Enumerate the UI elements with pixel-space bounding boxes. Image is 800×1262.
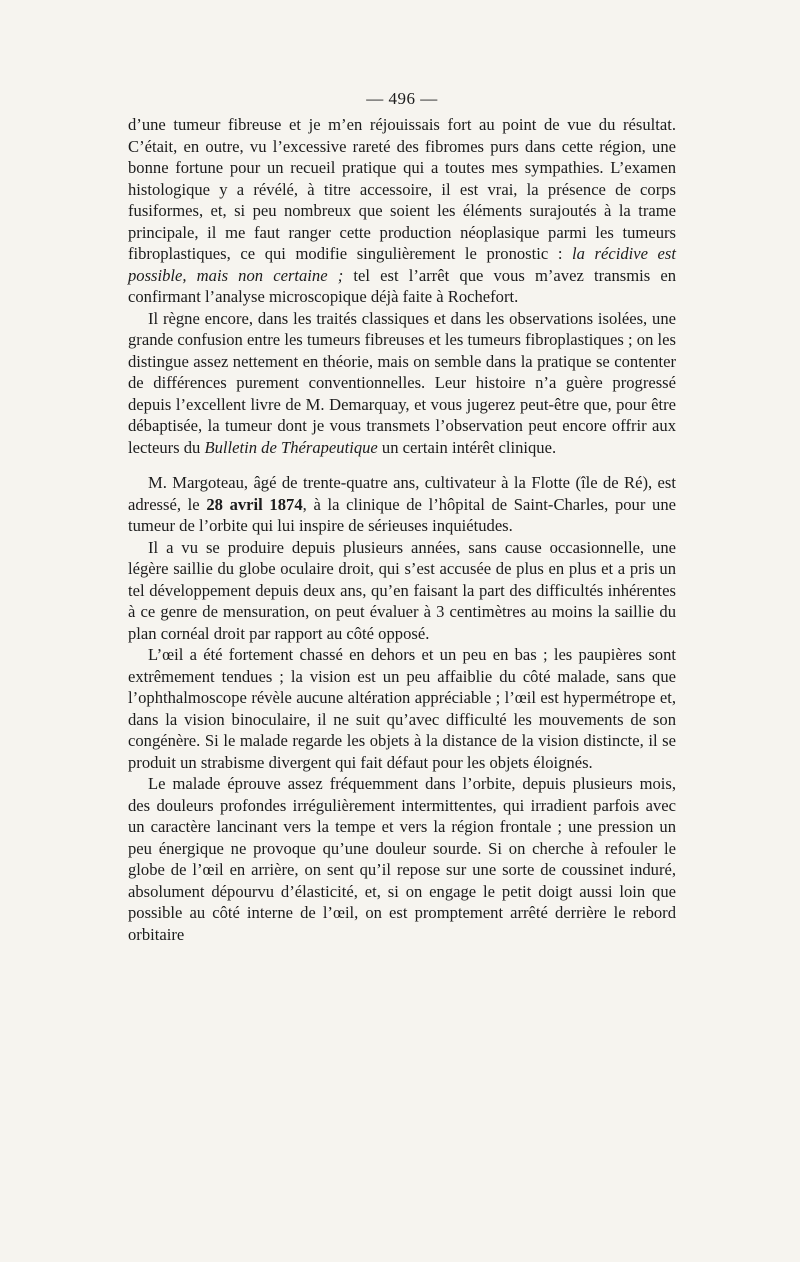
paragraph-2-text-b: un certain intérêt clinique. — [377, 437, 557, 457]
paragraph-1-text-b: tel est l’arrêt que vous m’avez transmis en confirmant l’analyse microscopique déjà faite à Rochefort. — [128, 265, 676, 306]
paragraph-3-text-b: , à la clinique de l’hôpital de Saint-Charles, pour une tumeur de l’orbite qui lui inspire de sérieuses inquiétudes. — [128, 494, 676, 535]
paragraph-1 — [128, 114, 676, 308]
book-page — [128, 88, 676, 945]
paragraph-2-text-a: Il règne encore, dans les traités classiques et dans les observations isolées, une grande confusion entre les tumeurs fibreuses et les tumeurs fibroplastiques ; on les distingue assez nettement en théorie, mais on semble dans la pratique se contenter de différences purement conventionnelles. Leur histoire n’a guère progressé depuis l’excellent livre de M. Demarquay, et vous jugerez peut-être que, pour être débaptisée, la tumeur dont je vous transmets l’observation peut encore offrir aux lecteurs du — [128, 308, 676, 457]
paragraph-5: L’œil a été fortement chassé en dehors et un peu en bas ; les paupières sont extrêmement tendues ; la vision est un peu affaiblie du côté malade, sans que l’ophthalmoscope révèle aucune altération appréciable ; l’œil est hypermétrope et, dans la vision binoculaire, il ne suit qu’avec difficulté les mouvements de son congénère. Si le malade regarde les objets à la distance de la vision distincte, il se produit un strabisme divergent qui fait défaut pour les objets éloignés. — [128, 645, 676, 772]
paragraph-2 — [128, 308, 676, 459]
paragraph-6: Le malade éprouve assez fréquemment dans l’orbite, depuis plusieurs mois, des douleurs profondes irrégulièrement intermittentes, qui irradient parfois avec un caractère lancinant vers la tempe et vers la région frontale ; une pression un peu énergique ne provoque qu’une douleur sourde. Si on cherche à refouler le globe de l’œil en arrière, on sent qu’il repose sur une sorte de coussinet induré, absolument dépourvu d’élasticité, et, si on engage le petit doigt aussi loin que possible au côté interne de l’œil, on est promptement arrêté derrière le rebord orbitaire — [128, 774, 676, 944]
paragraph-1-italic: la récidive est possible, mais non certaine ; — [128, 244, 676, 285]
page-number: — 496 — — [366, 89, 438, 108]
paragraph-2-italic: Bulletin de Thérapeutique — [204, 437, 378, 457]
paragraph-4: Il a vu se produire depuis plusieurs années, sans cause occasionnelle, une légère saillie du globe oculaire droit, qui s’est accusée de plus en plus et a pris un tel développement depuis deux ans, qu’en faisant la part des difficultés inhérentes à ce genre de mensuration, on peut évaluer à 3 centimètres au moins la saillie du plan cornéal droit par rapport au côté opposé. — [128, 537, 676, 643]
paragraph-1-text-a: d’une tumeur fibreuse et je m’en réjouissais fort au point de vue du résultat. C’était, en outre, vu l’excessive rareté des fibromes purs dans cette région, une bonne fortune pour un recueil pratique qui a toutes mes sympathies. L’examen histologique y a révélé, à titre accessoire, il est vrai, la présence de corps fusiformes, et, si peu nombreux que soient les éléments surajoutés à la trame principale, il me faut ranger cette production néoplasique parmi les tumeurs fibroplastiques, ce qui modifie singulièrement le pronostic : — [128, 115, 676, 263]
paragraph-3-date: 28 avril 1874 — [206, 494, 303, 514]
paragraph-3-text-a: M. Margoteau, âgé de trente-quatre ans, cultivateur à la Flotte (île de Ré), est adressé, le — [128, 473, 676, 514]
paragraph-3 — [128, 472, 676, 537]
